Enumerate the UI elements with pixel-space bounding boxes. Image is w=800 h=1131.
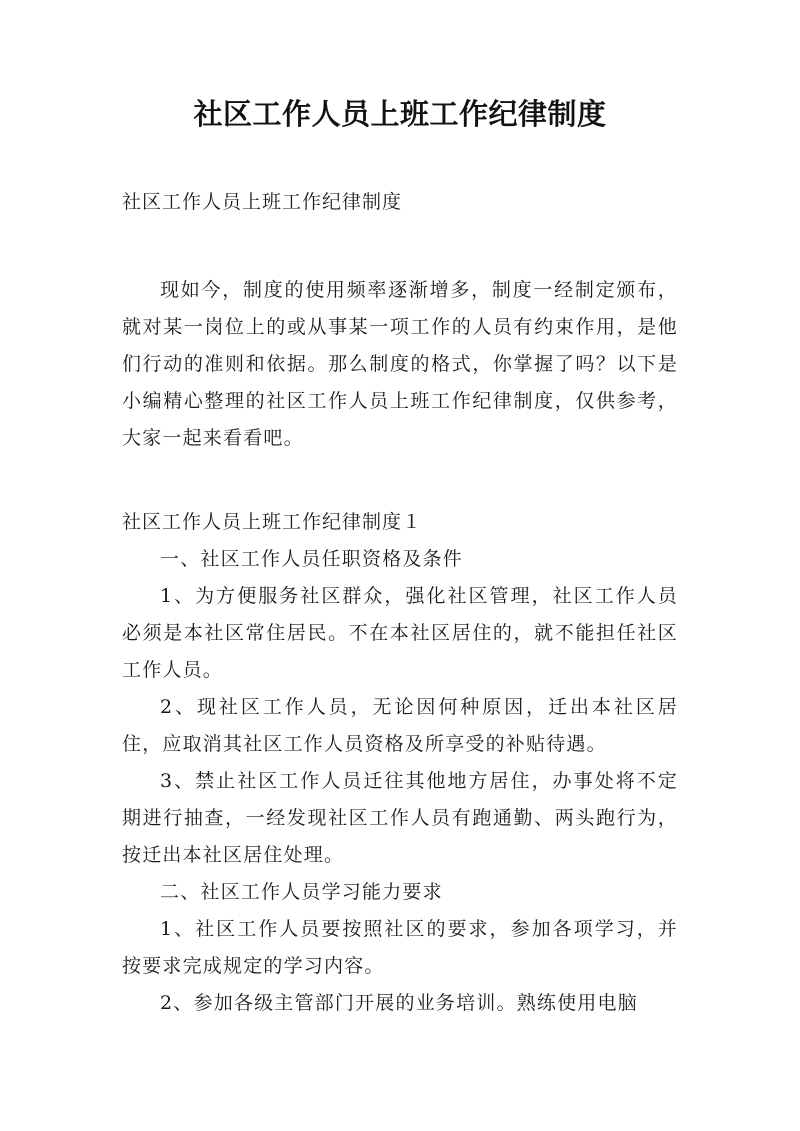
rule-paragraph: 3、禁止社区工作人员迁往其他地方居住，办事处将不定期进行抽查，一经发现社区工作人员有跑通勤、两头跑行为，按迁出本社区居住处理。 — [122, 770, 678, 866]
section-heading-1: 一、社区工作人员任职资格及条件 — [160, 548, 464, 570]
section-heading: 社区工作人员上班工作纪律制度１ — [122, 511, 423, 533]
section-heading-2: 二、社区工作人员学习能力要求 — [160, 881, 443, 903]
rule-paragraph: 1、为方便服务社区群众，强化社区管理，社区工作人员必须是本社区常住居民。不在本社区居住的，就不能担任社区工作人员。 — [122, 585, 678, 681]
rule-paragraph: 1、社区工作人员要按照社区的要求，参加各项学习，并按要求完成规定的学习内容。 — [122, 918, 678, 977]
document-title: 社区工作人员上班工作纪律制度 — [193, 97, 607, 131]
document-body — [122, 184, 678, 1022]
document-subtitle: 社区工作人员上班工作纪律制度 — [122, 191, 403, 213]
rule-paragraph: 2、现社区工作人员，无论因何种原因，迁出本社区居住，应取消其社区工作人员资格及所享受的补贴待遇。 — [122, 696, 678, 755]
rule-paragraph: 2、参加各级主管部门开展的业务培训。熟练使用电脑 — [160, 992, 638, 1014]
intro-paragraph: 现如今，制度的使用频率逐渐增多，制度一经制定颁布，就对某一岗位上的或从事某一项工作的人员有约束作用，是他们行动的准则和依据。那么制度的格式，你掌握了吗？以下是小编精心整理的社区工作人员上班工作纪律制度，仅供参考，大家一起来看看吧。 — [122, 279, 678, 449]
